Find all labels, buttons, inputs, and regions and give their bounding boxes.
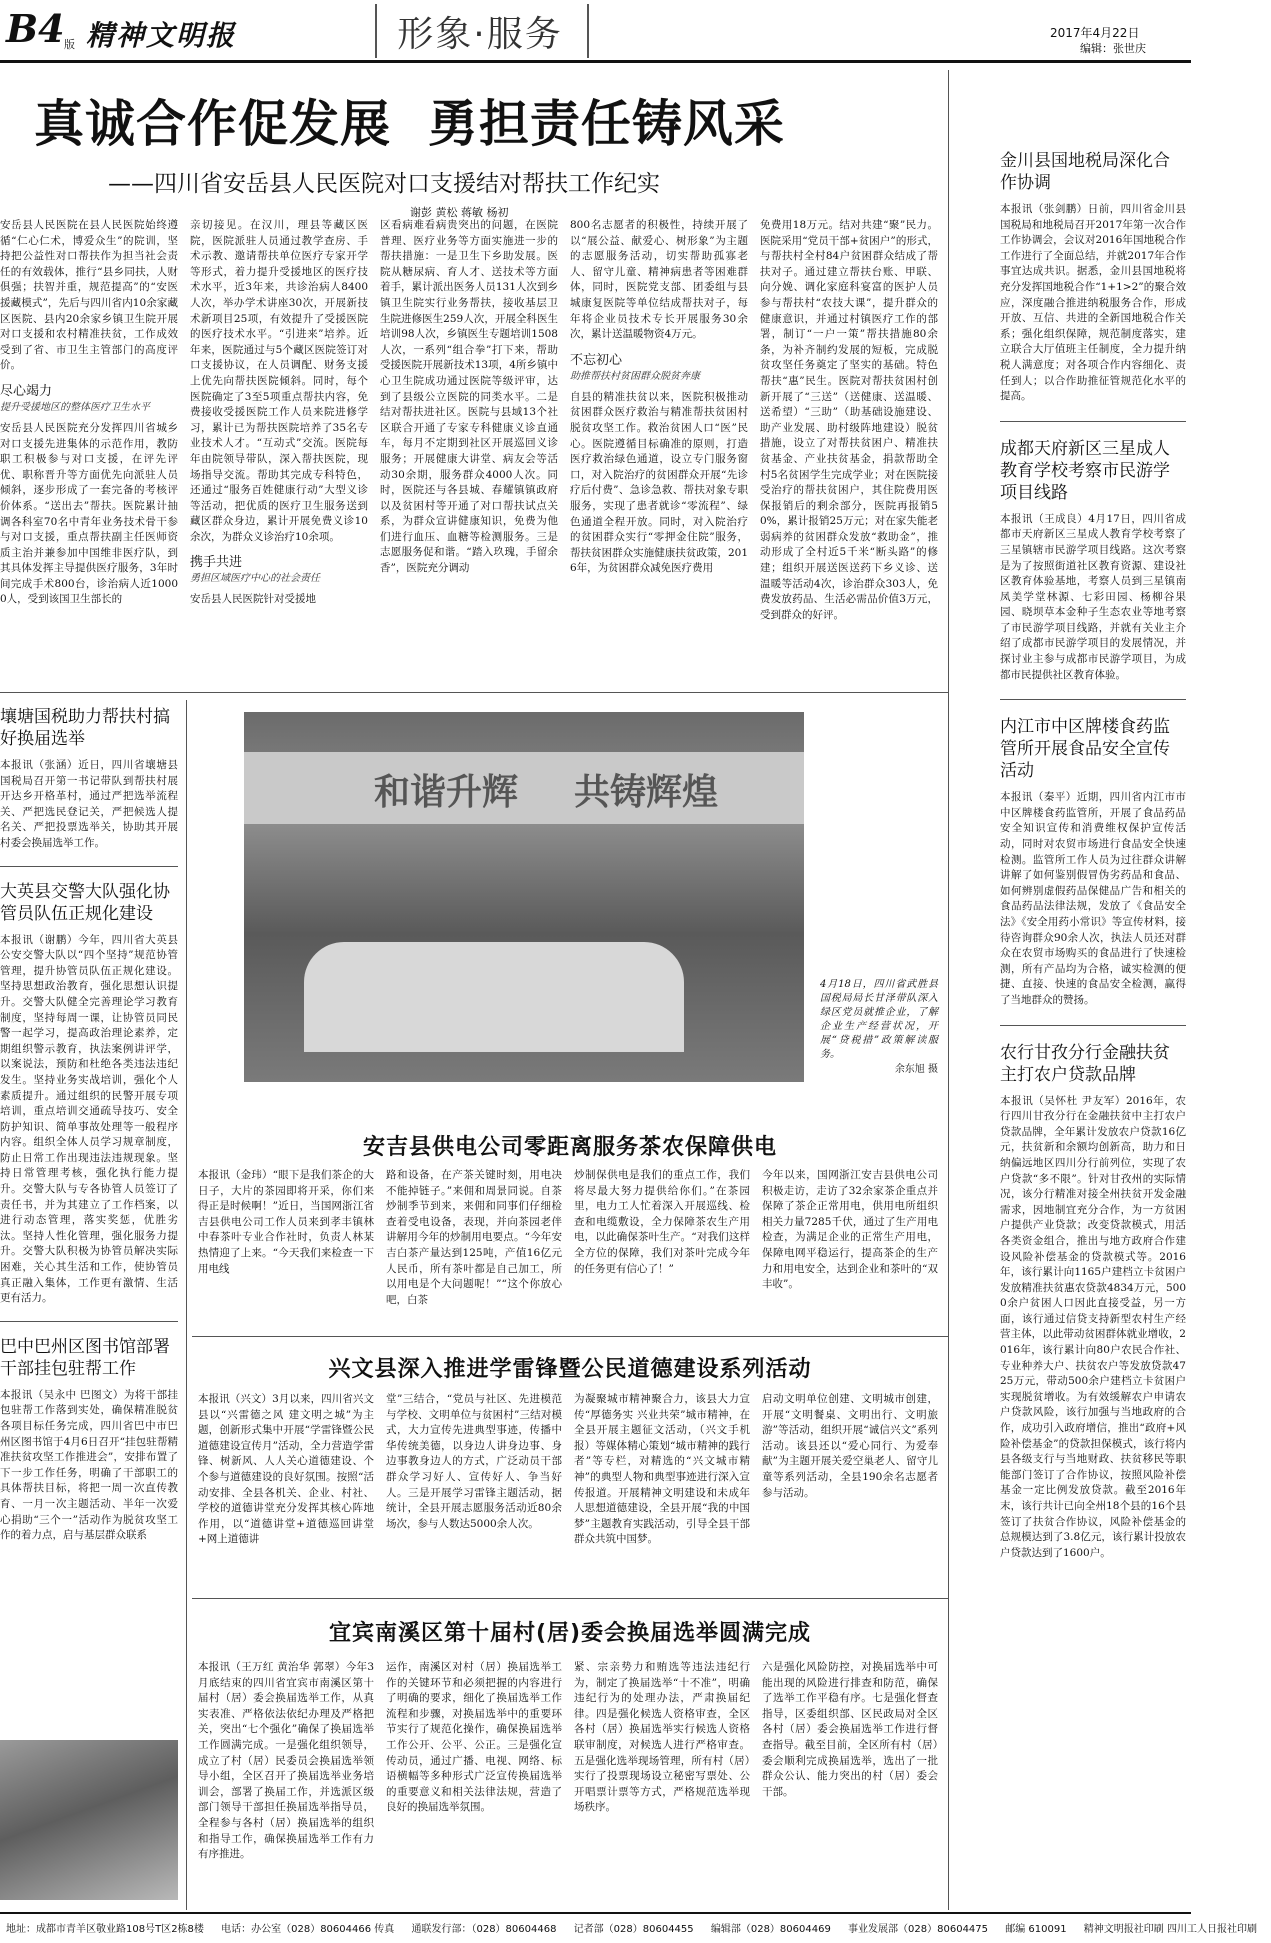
- article-paragraph: 本报讯（兴文）3月以来，四川省兴文县以“兴雷德之风 建文明之城”为主题，创新形式集中开展“学雷锋暨公民道德建设宣传月”活动，全力营造学雷锋、树新风、人人关心道德建设、个个参与道德建设的良好氛围。按照“活动安排、全县各机关、企业、村社、学校的道德讲堂充分发挥其核心阵地作用，以“道德讲堂+道德巡回讲堂+网上道德讲: [198, 1393, 374, 1546]
- lead-paragraph: 安岳县人民医院针对受援地: [190, 593, 316, 606]
- left-article-title: 壤塘国税助力帮扶村搞好换届选举: [0, 707, 170, 749]
- article-column: [574, 1660, 750, 1900]
- footer-rule: [0, 1912, 1191, 1914]
- right-divider: [1000, 699, 1186, 700]
- section-title: 形象·服务: [397, 14, 563, 55]
- lead-paragraph: 自县的精准扶贫以来，医院积极推动贫困群众医疗救治与精准帮扶贫困村脱贫攻坚工作。救治贫困人口“医”民心。医院遵循目标确准的原则，打造医疗救治绿色通道，设立专门服务窗口，对入院治疗的贫困群众开展“先诊疗后付费”、急诊急救、帮扶对象专职服务，实现了患者就诊“零流程”、绿色通道全程开放。同时，对入院治疗的贫困群众实行“零押金住院”服务，帮扶贫困群众实施健康扶贫政策，2016年，为贫困群众减免医疗费用: [570, 390, 748, 575]
- right-article-title: 内江市中区牌楼食药监管所开展食品安全宣传活动: [1000, 717, 1170, 782]
- lead-subdeck: 勇担区域医疗中心的社会责任: [190, 573, 320, 585]
- left-article-title: 大英县交警大队强化协管员队伍正规化建设: [0, 881, 170, 924]
- article-column: [762, 1660, 938, 1900]
- article-column: [386, 1168, 562, 1320]
- photo-banner: [244, 752, 804, 824]
- article-paragraph: 为凝聚城市精神聚合力，该县大力宣传“厚德务实 兴业共荣”城市精神，在全县开展主题征文活动，（兴文手机报）等媒体精心策划“城市精神的践行者”等专栏，对精选的“兴文城市精神”的典型人物和典型事迹进行深入宣传报道。开展精神文明建设和未成年人思想道德建设，全县开展“我的中国梦”主题教育实践活动，引导全县干部群众共筑中国梦。: [574, 1393, 750, 1546]
- lead-paragraph: 区看病难看病贵突出的问题，在医院普理、医疗业务等方面实施进一步的帮扶措施：一是卫生下乡助发展。医院从糖尿病、育人才、送技术等方面着手，累计派出医务人员131人次到乡镇卫生院实行业务帮扶，接收基层卫生院进修医生259人次，开展全科医生培训98人次，乡镇医生专题培训1508人次，一系列“组合拳”打下来，帮助受援医院开展新技术13项，4所乡镇中心卫生院成功通过医院等级评审，达到了县级公立医院的同类水平。二是结对帮扶进社区。医院与县域13个社区联合开通了专家专科健康义诊直通车，每月不定期到社区开展巡回义诊服务；开展健康大讲堂、病友会等活动30余期，服务群众4000人次。同时，医院还与各县城、春耀镇镇政府以及贫困村等开通了对口帮扶试点关系，为群众宣讲健康知识，免费为他们进行血压、血糖等检测服务。三是志愿服务促和谐。“踏入玖瑰，手留余香”，医院充分调动: [380, 219, 558, 575]
- footer-reporter: 记者部（028）80604455: [573, 1924, 694, 1935]
- article-paragraph: 堂”三结合，“党员与社区、先进模范与学校、文明单位与贫困村”三结对模式，大力宣传先进典型事迹，传播中华传统美德，以身边人讲身边事、身边事教身边人的方式，广泛动员干部群众学习好人、宣传好人、争当好人。三是开展学习雷锋主题活动，据统计，全县开展志愿服务活动近80余场次，参与人数达5000余人次。: [386, 1393, 562, 1530]
- lead-paragraph: 安岳县人民医院充分发挥四川省城乡对口支援先进集体的示范作用，教防职工积极参与对口支援，在评先评优、职称晋升等方面优先向派驻人员倾斜，逐步形成了一套完备的考核评价体系。“送出去”帮扶。医院累计抽调各科室70名中青年业务技术骨干参与对口支援，重点帮扶副主任医师资质主治并兼参加中国维非医疗队，到其具体发挥主导提供医疗服务，3年时间完成手术800台，诊治病人近10000人，受到该国卫生部长的: [0, 421, 178, 606]
- article-column: [574, 1168, 750, 1320]
- lead-subheading: 不忘初心: [570, 352, 623, 368]
- footer-postcode: 邮编 610091: [1005, 1924, 1067, 1935]
- footer-phone: 电话：办公室（028）80604466 传真: [221, 1924, 395, 1935]
- lead-subheading: 尽心竭力: [0, 383, 53, 399]
- article-column: [574, 1392, 750, 1584]
- right-rail: [1000, 150, 1186, 1902]
- article-paragraph: 本报讯（金玮）“眼下是我们茶企的大日子，大片的茶园即将开采，你们来得正是时候啊！”近日，当国网浙江省吉县供电公司工作人员来到孝丰镇林中春茶叶专业合作社时，负责人林某热情迎了上来。“今天我们来检查一下用电线: [198, 1169, 374, 1275]
- left-article-title: 巴中巴州区图书馆部署干部挂包驻帮工作: [0, 1336, 170, 1379]
- photo-caption-box: [820, 978, 938, 1088]
- meeting-table: [304, 942, 684, 1052]
- lead-column-1: [0, 218, 178, 664]
- article-title: 安吉县供电公司零距离服务茶农保障供电: [362, 1135, 777, 1160]
- left-article-body: 本报讯（谢鹏）今年，四川省大英县公安交警大队以“四个坚持”规范协管管理，提升协管员队伍正规化建设。坚持思想政治教育，强化思想认识提升。交警大队健全完善理论学习教育制度，坚持每周一课，让协管员同民警一起学习，提高政治理论素养，定期组织警示教育，执法案例讲评学，以案说法，预防和杜绝各类违法违纪发生。坚持业务实战培训，强化个人素质提升。通过组织的民警开展专项培训，重点培训交通疏导技巧、安全防护知识、简单事故处理等一般程序内容。组织全体人员学习规章制度，防止日常工作出现违法违规现象。坚持日常管理考核，强化执行能力提升。交警大队与专各协管人员签订了责任书，并为其建立了工作档案，以进行动态管理，落实奖惩，优胜劣汰。坚持人性化管理，强化服务力提升。交警大队积极为协管员解决实际困难，关心其生活和工作，使协管员真正融入集体，工作更有激情、生活更有活力。: [0, 933, 178, 1305]
- lead-column-4: [570, 218, 748, 664]
- right-article-body: 本报讯（秦平）近期，四川省内江市市中区牌楼食药监管所，开展了食品药品安全知识宣传和消费维权保护宣传活动，同时对农贸市场进行食品安全快速检测。监管所工作人员为过往群众讲解讲解了如何鉴别假冒伪劣药品和食品、如何辨别虚假药品保健品广告和相关的食品药品法律法规，发放了《食品安全法》《安全用药小常识》等宣传材料，接待咨询群众90余人次，执法人员还对群众在农贸市场购买的食品进行了快速检测，所有产品均为合格，诚实检测的便捷、直接、快速的食品安全检测，赢得了当地群众的赞扬。: [1000, 791, 1186, 1006]
- masthead-rule: [0, 60, 1191, 63]
- footer-address: 地址：成都市青羊区敬业路108号T区2栋8楼: [6, 1924, 204, 1935]
- article-paragraph: 本报讯（王万红 黄治华 郭翠）今年3月底结束的四川省宜宾市南溪区第十届村（居）委会换届选举工作，从真实表准、严格依法依纪办理及严格把关，突出“七个强化”确保了换届选举工作圆满完成。一是强化组织领导，成立了村（居）民委员会换届选举领导小组，全区召开了换届选举业务培训会，部署了换届工作，并选派区级部门领导干部担任换届选举指导员，全程参与各村（居）换届选举的组织和指导工作，确保换届选举工作有力有序推进。: [198, 1661, 374, 1861]
- left-divider: [0, 1321, 178, 1322]
- footer-distribution: 通联发行部：（028）80604468: [411, 1924, 557, 1935]
- footer-printer: 精神文明报社印刷 四川工人日报社印刷: [1083, 1924, 1257, 1935]
- right-article-body: 本报讯（王成良）4月17日，四川省成都市天府新区三星成人教育学校考察了三星镇辖市民游学项目线路。这次考察是为了按照街道社区教育资源、建设社区教育体验基地，考察人员到三星镇南凤美学堂林源、七彩田园、杨柳谷果园、晓坝草本金种子生态农业等地考察了市民游学项目线路，并就有关业主介绍了成都市民游学项目的发展情况，并探讨业主参与成都市民游学项目，为成都市民提供社区教育体验。: [1000, 512, 1186, 681]
- lead-subdeck: 助推帮扶村贫困群众脱贫奔康: [570, 370, 700, 382]
- article-title: 宜宾南溪区第十届村(居)委会换届选举圆满完成: [328, 1621, 812, 1646]
- footer-editing: 编辑部（028）80604469: [710, 1924, 831, 1935]
- lead-paragraph: 免费用18万元。结对共建“聚”民力。医院采用“党员干部+贫困户”的形式，与帮扶村全村84户贫困群众结成了帮扶对子。通过建立帮扶台账、甲联、向分娩、调化家庭科宴富的医护人员参与帮扶村“农技大课”，提升群众的健康意识，并通过村镇医疗工作的部署，制订“一户一策”帮扶措施80余条，为补齐制约发展的短板，完成脱贫攻坚任务奠定了坚实的基础。特色帮扶“惠”民生。医院对帮扶贫困村创新开展了“三送”（送健康、送温暖、送希望）“三助”（助基础设施建设、助产业发展、助村级阵地建设）脱贫措施，设立了对帮扶贫困户、精准扶贫基金、产业扶贫基金，捐款帮助全村5名贫困学生完成学业；对在医院接受治疗的帮扶贫困户，其住院费用医保报销后的剩余部分，医院再报销50%，累计报销25万元；对在家失能老弱病养的贫困群众发放“救助金”，推动形成了全村近5千米“断头路”的修建；组织开展送医送药下乡义诊、送温暖等活动4次，诊治群众303人，免费发放药品、生活必需品价值3万元，受到群众的好评。: [760, 219, 938, 621]
- left-divider: [0, 866, 178, 867]
- lead-subheading: 携手共进: [190, 555, 243, 571]
- lead-column-3: [380, 218, 558, 664]
- lead-paragraph: 安岳县人民医院在县人民医院始终遵循“仁心仁术，博爱众生”的院训，坚持把公益性对口帮扶作为担当社会责任的有效载体，推行“县乡同扶，人财俱强；扶智并重，规范提高”的“安医援藏模式”，先后与四川省内10余家藏区医院、县内20余家乡镇卫生院开展对口支援和农村精准扶贫，工作成效受到了省、市卫生主管部门的高度评价。: [0, 219, 178, 372]
- lead-column-5: [760, 218, 938, 664]
- news-photo: [244, 712, 804, 1082]
- left-rail-divider: [186, 700, 187, 1910]
- article-title: 兴文县深入推进学雷锋暨公民道德建设系列活动: [328, 1357, 812, 1382]
- lead-byline: 谢彭 黄松 蒋敏 杨初: [410, 206, 509, 219]
- right-article-title: 农行甘孜分行金融扶贫主打农户贷款品牌: [1000, 1042, 1170, 1085]
- masthead: [0, 0, 1191, 64]
- article-column: [386, 1392, 562, 1584]
- library-photo: [0, 1740, 178, 1900]
- article-column: [198, 1168, 374, 1320]
- lead-subtitle: ——四川省安岳县人民医院对口支援结对帮扶工作纪实: [108, 171, 660, 197]
- photo-credit: 余东旭 摄: [894, 1064, 938, 1075]
- footer-business: 事业发展部（028）80604475: [848, 1924, 989, 1935]
- page-suffix: 版: [64, 38, 75, 51]
- paper-name: 精神文明报: [86, 19, 237, 52]
- left-article-body: 本报讯（吴永中 巴图文）为将干部挂包驻帮工作落到实处，确保精准脱贫各项目标任务完成，四川省巴中市巴州区图书馆于4月6日召开“挂包驻帮精准扶贫攻坚工作推进会”，安排布置了下一步工作任务，明确了干部职工的具体帮扶目标，将把一周一次直传教育、一月一次主题活动、半年一次爱心捐助“三个一”活动作为脱贫攻坚工作的着力点，启与基层群众联系: [0, 1388, 178, 1542]
- lead-subdeck: 提升受援地区的整体医疗卫生水平: [0, 401, 150, 413]
- article-column: [762, 1392, 938, 1584]
- article-column: [198, 1392, 374, 1584]
- right-article-body: 本报讯（吴怀杜 尹友军）2016年，农行四川甘孜分行在金融扶贫中主打农户贷款品牌，全年累计发放农户贷款16亿元，扶贫新和余额均创新高，助力和日纳偏远地区四川分行前列位，实现了农户贷款“多不限”。针对甘孜州的实际情况，该分行精准对接全州扶贫开发金融需求，因地制宜充分合作，为一方贫困户提供产业贷款；改变贷款模式，用活各类资金组合，推出与地方政府合作建设风险补偿基金的贷款模式等。2016年，该行累计向1165户建档立卡贫困户发放精准扶贫惠农贷款4834万元，5000余户贫困人口因此直接受益，另一方面，该行通过信贷支持新型农村生产经营主体，以此带动贫困群体就业增收，2016年，该行累计向80户农民合作社、专业种养大户、扶贫农户等发放贷款4725万元，带动500余户建档立卡贫困户实现脱贫增收。为有效缓解农户申请农户贷款风险，该行加强与当地政府的合作，成功引入政府增信，推出“政府+风险补偿基金”的贷款担保模式，该行将内县各级支行与当地财政、扶贫移民等职能部门签订了合作协议，按照风险补偿基金一定比例发放贷款。截至2016年末，该行共计已向全州18个县的16个县签订了扶贫合作协议，风险补偿基金的总规模达到了3.8亿元，该行累计投放农户贷款达到了1600户。: [1000, 1094, 1186, 1559]
- article-paragraph: 今年以来，国网浙江安吉县供电公司积极走访，走访了32余家茶企重点并保障了茶企正常用电，供用电所组织相关力量7285千伏，通过了生产用电检查，为满足企业的正常生产用电，保障电网平稳运行，提高茶企的生产力和用电安全，达到企业和茶叶的“双丰收”。: [762, 1169, 938, 1291]
- article-paragraph: 路和设备，在产茶关键时刻，用电决不能掉链子。”来佣和周景同说。自茶炒制季节到来，来佣和同事们仔细检查着受电设备，表现，并向茶园老伴讲解用今年的炒制用电要点。“今年安吉白茶产量达到125吨，产值16亿元人民币，所有茶叶都是自己加工，所以用电是个大问题呢！”“这个你放心吧，白茶: [386, 1169, 562, 1306]
- banner-text-left: 和谐升辉: [374, 771, 519, 813]
- article-paragraph: 炒制保供电是我们的重点工作，我们将尽最大努力提供给你们。”在茶园里，电力工人忙着深入开展巡线、检查和电缆敷设，全力保障茶农生产用电，以此确保茶叶生产。“对我们这样全方位的保障，我们对茶叶完成今年的任务更有信心了！”: [574, 1169, 750, 1275]
- article-divider: [192, 1598, 948, 1599]
- article-paragraph: 六是强化风险防控，对换届选举中可能出现的风险进行排查和防范，确保了选举工作平稳有序。七是强化督查指导，区委组织部、区民政局对全区各村（居）委会换届选举工作进行督查指导。截至目前，全区所有村（居）委会顺利完成换届选举，选出了一批群众公认、能力突出的村（居）委会干部。: [762, 1661, 938, 1798]
- banner-text-right: 共铸辉煌: [574, 771, 719, 813]
- article-column: [198, 1660, 374, 1900]
- right-article-body: 本报讯（张剑鹏）日前，四川省金川县国税局和地税局召开2017年第一次合作工作协调会，会议对2016年国地税合作工作进行了全面总结，并就2017年合作事宜达成共识。据悉，金川县国地税将充分发挥国地税合作“1+1>2”的聚合效应，深度融合推进纳税服务合作，形成开放、互信、共进的全新国地税合作关系；强化组织保障，规范制度落实，建立联合大厅值班主任制度，全力提升纳税人满意度；对各项合作内容细化、责任到人；以合作助推征管规范化水平的提高。: [1000, 203, 1186, 403]
- article-divider: [192, 1336, 948, 1337]
- article-paragraph: 紧、宗亲势力和贿选等违法违纪行为，制定了换届选举“十不准”，明确违纪行为的处理办法，严肃换届纪律。四是强化候选人资格审查，全区各村（居）换届选举实行候选人资格联审制度，对候选人进行严格审查。五是强化选举现场管理，所有村（居）实行了投票现场设立秘密写票处、公开唱票计票等方式，严格规范选举现场秩序。: [574, 1661, 750, 1814]
- lead-title: 真诚合作促发展 勇担责任铸风采: [34, 95, 785, 153]
- lead-paragraph: 800名志愿者的积极性，持续开展了以“展公益、献爱心、树形象”为主题的志愿服务活动，切实帮助孤寡老人、留守儿童、精神病患者等困难群体，同时，医院党支部、团委组与县城康复医院等单位结成帮扶对子，每年将企业员技术专长开展服务30余次，累计送温暖物资4万元。: [570, 219, 748, 341]
- lead-bottom-rule: [0, 692, 948, 693]
- lead-paragraph: 亲切接见。在汉川，理县等藏区医院，医院派驻人员通过教学查房、手术示教、邀请帮扶单位医疗专家开学等形式，着力提升受援地区的医疗技术水平，近3年来，共诊治病人8400人次，举办学术讲座30次，开展新技术新项目25项，有效提升了受援医院的医疗技术水平。“引进来”培养。近年来，医院通过与5个藏区医院签订对口支援协议，在人员调配、财务支援上优先向帮扶医院倾斜。同时，每个医院确定了3至5项重点帮扶内容，免费接收受援医院工作人员来院进修学习，累计已为帮扶医院培养了35名专业技术人才。“互动式”交流。医院每年由院领导带队，深入帮扶医院，现场指导交流。帮助其完成专科特色，还通过“服务百姓健康行动”大型义诊等活动，把优质的医疗卫生服务送到藏区群众身边，累计开展免费义诊10余次，为群众义诊治疗10余项。: [190, 219, 368, 543]
- right-rail-divider: [948, 70, 949, 1910]
- issue-date: 2017年4月22日: [1050, 26, 1140, 40]
- footer: [6, 1920, 1257, 1935]
- photo-caption: 4月18日，四川省武胜县国税局局长甘泽带队深入绿区党员就推企业，了解企业生产经营状况，开展“贷税措”政策解读服务。: [820, 979, 938, 1060]
- right-article-title: 成都天府新区三星成人教育学校考察市民游学项目线路: [1000, 438, 1170, 503]
- editor-credit: 编辑：张世庆: [1080, 42, 1146, 55]
- left-rail: [0, 702, 178, 1902]
- right-divider: [1000, 1025, 1186, 1026]
- right-divider: [1000, 421, 1186, 422]
- article-column: [762, 1168, 938, 1320]
- lead-column-2: [190, 218, 368, 664]
- right-article-title: 金川县国地税局深化合作协调: [1000, 151, 1170, 193]
- left-article-body: 本报讯（张涵）近日，四川省壤塘县国税局召开第一书记带队到帮扶村展开达乡开格革村，通过严把选举流程关、严把选民登记关，严把候选人提名关、严把投票选举关，协助其开展村委会换届选举工作。: [0, 759, 178, 849]
- page-number: B4: [6, 6, 65, 51]
- article-paragraph: 启动文明单位创建、文明城市创建，开展“文明餐桌、文明出行、文明旅游”等活动，组织开展“诚信兴文”系列活动。该县还以“爱心同行、为爱奉献”为主题开展关爱空巢老人、留守儿童等系列活动，全县190余名志愿者参与活动。: [762, 1393, 938, 1499]
- article-column: [386, 1660, 562, 1900]
- article-paragraph: 运作，南溪区对村（居）换届选举工作的关键环节和必须把握的内容进行了明确的要求，细化了换届选举工作流程和步骤，对换届选举中的重要环节实行了规范化操作，确保换届选举工作公开、公平、公正。三是强化宣传动员，通过广播、电视、网络、标语横幅等多种形式广泛宣传换届选举的重要意义和相关法律法规，营造了良好的换届选举氛围。: [386, 1661, 562, 1814]
